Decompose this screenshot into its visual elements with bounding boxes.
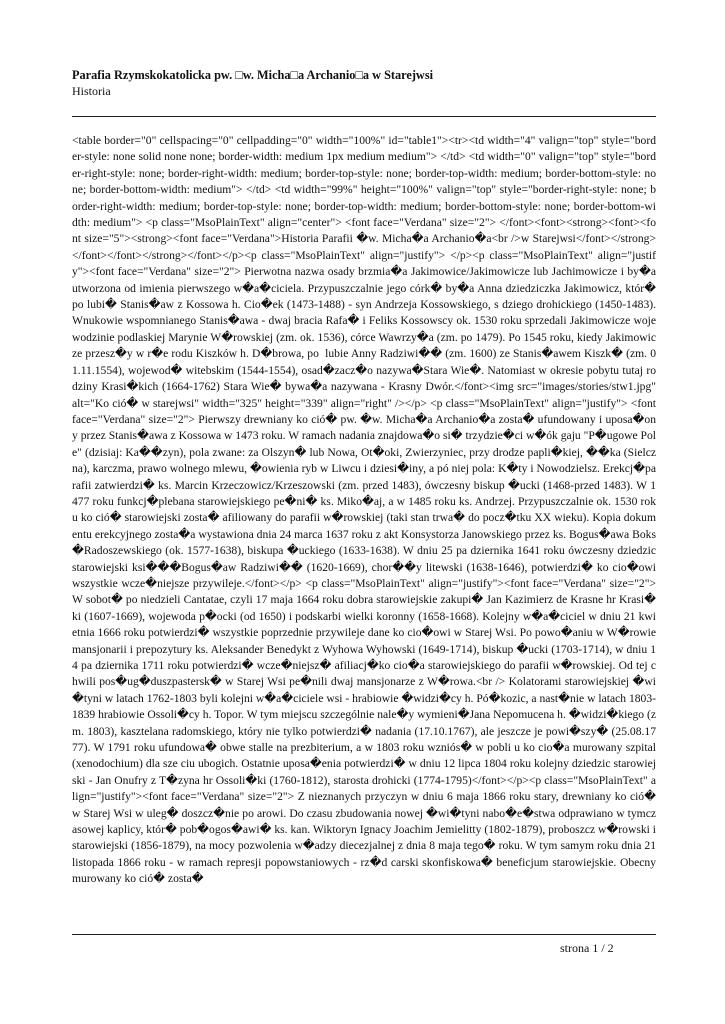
page-header — [72, 68, 658, 99]
article-body-text: <table border="0" cellspacing="0" cellpadding="0" width="100%" id="table1"><tr><td width="4" valign="top" style="border-style: none solid none none; border-width: medium 1px medium medium"> </td> <td width="0" valign="top" style="border-right-style: none; border-right-width: medium; border-top-style: none; border-top-width: medium; border-bottom-style: none; border-bottom-width: medium"> </td> <td width="99%" height="100%" valign="top" style="border-right-style: none; border-right-width: medium; border-top-style: none; border-top-width: medium; border-bottom-style: none; border-bottom-width: medium"> <p class="MsoPlainText" align="center"> <font face="Verdana" size="2"> </font><font><strong><font><font size="5"><strong><font face="Verdana">Historia Parafii �w. Micha�a Archanio�a<br />w Starejwsi</font></strong></font></font></strong></font></p><p class="MsoPlainText" align="justify"> </p><p class="MsoPlainText" align="justify"><font face="Verdana" size="2"> Pierwotna nazwa osady brzmia�a Jakimowice/Jakimowicze lub Jachimowicze i by�a utworzona od imienia pierwszego w�a�ciciela. Przypuszczalnie jego córk� by�a Anna dziedziczka Jakimowicz, któr� po lubi� Stanis�aw z Kossowa h. Cio�ek (1473-1488) - syn Andrzeja Kossowskiego, s dziego drohickiego (1450-1483). Wnukowie wspomnianego Stanis�awa - dwaj bracia Rafa� i Feliks Kossowscy ok. 1530 roku sprzedali Jakimowicze wojewodzinie podlaskiej Marynie W�rowskiej (zm. ok. 1536), córce Wawrzy�a (zm. po 1479). Po 1545 roku, kiedy Jakimowicze przesz�y w r�e rodu Kiszków h. D�browa, po lubie Anny Radziwi�� (zm. 1600) ze Stanis�awem Kiszk� (zm. 01.11.1554), wojewod� witebskim (1544-1554), osad�zacz�o nazywa�Stara Wie�. Natomiast w okresie pobytu tutaj rodziny Krasi�kich (1664-1762) Stara Wie� bywa�a nazywana - Krasny Dwór.</font><img src="images/stories/stw1.jpg" alt="Ko ció� w starejwsi" width="325" height="339" align="right" /></p> <p class="MsoPlainText" align="justify"> <font face="Verdana" size="2"> Pierwszy drewniany ko ció� pw. �w. Micha�a Archanio�a zosta� ufundowany i uposa�ony przez Stanis�awa z Kossowa w 1473 roku. W ramach nadania znajdowa�o si� trzydzie�ci w�ók gaju "P�ugowe Pole" (dzisiaj: Ka��zyn), pola zwane: za Olszyn� lub Nowa, Ot�oki, Zwierzyniec, przy drodze papli�kiej, ��ka (Sielczna), karczma, prawo wolnego mlewu, �owienia ryb w Liwcu i dziesi�iny, a pó niej pola: K�ty i Nowodzielsz. Erekcj�parafii zatwierdzi� ks. Marcin Krzeczowicz/Krzeszowski (zm. przed 1483), ówczesny biskup �ucki (1468-przed 1483). W 1477 roku funkcj�plebana starowiejskiego pe�ni� ks. Miko�aj, a w 1485 roku ks. Andrzej. Przypuszczalnie ok. 1530 roku ko ció� starowiejski zosta� afiliowany do parafii w�rowskiej (taki stan trwa� do pocz�tku XX wieku). Kopia dokumentu erekcyjnego zosta�a wystawiona dnia 24 marca 1637 roku z akt Konsystorza Janowskiego przez ks. Bogus�awa Boks�Radoszewskiego (ok. 1577-1638), biskupa �uckiego (1633-1638). W dniu 25 pa dziernika 1641 roku ówczesny dziedzic starowiejski ksi���Bogus�aw Radziwi�� (1620-1669), chor��y litewski (1638-1646), potwierdzi� ko cio�owi wszystkie wcze�niejsze przywileje.</font></p> <p class="MsoPlainText" align="justify"><font face="Verdana" size="2"> W sobot� po niedzieli Cantatae, czyli 17 maja 1664 roku dobra starowiejskie zakupi� Jan Kazimierz de Krasne hr Krasi�ki (1607-1669), wojewoda p�ocki (od 1650) i podskarbi wielki koronny (1658-1668). Kolejny w�a�ciciel w dniu 21 kwietnia 1666 roku potwierdzi� wszystkie poprzednie przywileje dane ko cio�owi w Starej Wsi. Po powo�aniu w W�rowie mansjonarii i prepozytury ks. Aleksander Benedykt z Wyhowa Wyhowski (1649-1714), biskup �ucki (1703-1714), w dniu 14 pa dziernika 1711 roku potwierdzi� wcze�niejsz� afiliacj�ko cio�a starowiejskiego do parafii w�rowskiej. Od tej chwili pos�ug�duszpastersk� w Starej Wsi pe�nili dwaj mansjonarze z W�rowa.<br /> Kolatorami starowiejskiej �wi�tyni w latach 1762-1803 byli kolejni w�a�ciciele wsi - hrabiowie �widzi�cy h. Pó�kozic, a nast�nie w latach 1803-1839 hrabiowie Ossoli�cy h. Topor. W tym miejscu szczególnie nale�y wymieni�Jana Nepomucena h. �widzi�kiego (zm. 1803), kasztelana radomskiego, który nie tylko potwierdzi� nadania (17.10.1767), ale jeszcze je powi�szy� (25.08.1777). W 1791 roku ufundowa� obwe stalle na prezbiterium, a w 1803 roku wzniós� w pobli u ko cio�a murowany szpital (xenodochium) dla sze ciu ubogich. Ostatnie uposa�enia potwierdzi� w dniu 12 lipca 1804 roku kolejny dziedzic starowiejski - Jan Onufry z T�zyna hr Ossoli�ki (1760-1812), starosta drohicki (1774-1795)</font></p><p class="MsoPlainText" align="justify"><font face="Verdana" size="2"> Z nieznanych przyczyn w dniu 6 maja 1866 roku stary, drewniany ko ció� w Starej Wsi w uleg� doszcz�nie po arowi. Do czasu zbudowania nowej �wi�tyni nabo�e�stwa odprawiano w tymczasowej kaplicy, któr� pob�ogos�awi� ks. kan. Wiktoryn Ignacy Joachim Jemielitty (1802-1879), proboszcz w�rowski i starowiejski (1856-1879), na mocy pozwolenia w�adzy diecezjalnej z dnia 8 maja tego� roku. W tym samym roku dnia 21 listopada 1866 roku - w ramach represji popowstaniowych - rz�d carski skonfiskowa� beneficjum starowiejskie. Obecny murowany ko ció� zosta� — [72, 134, 656, 886]
header-divider — [72, 116, 656, 117]
page-subtitle: Historia — [72, 84, 111, 98]
page-number: strona 1 / 2 — [560, 941, 614, 955]
footer-divider — [72, 934, 656, 935]
page-title: Parafia Rzymskokatolicka pw. □w. Micha□a Archanio□a w Starejwsi — [72, 68, 434, 82]
